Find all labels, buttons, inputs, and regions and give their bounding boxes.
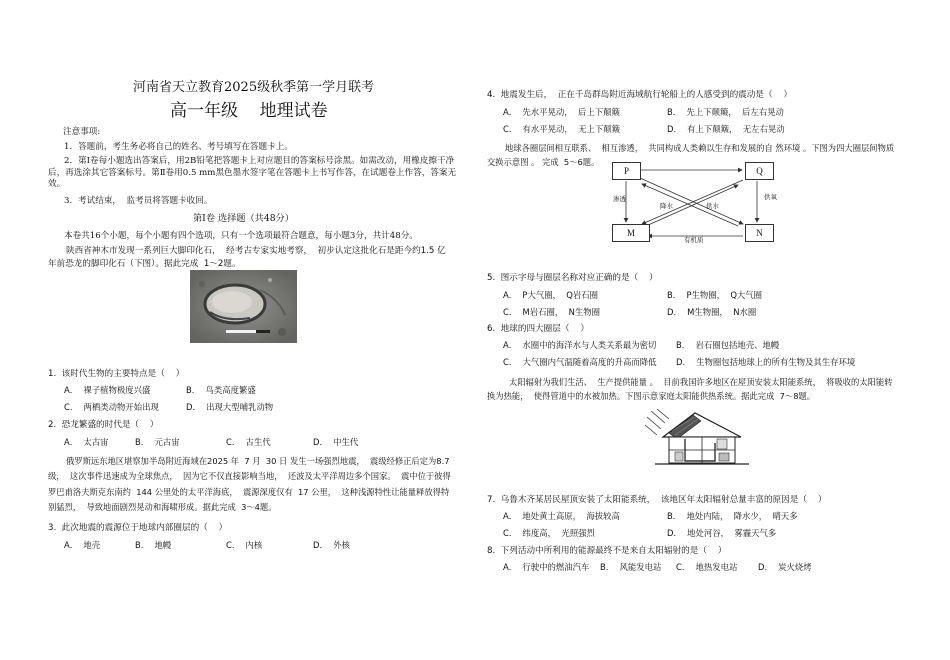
label-seepage: 渗透 <box>613 195 626 203</box>
q1-option-d[interactable]: D． 出现大型哺乳动物 <box>186 402 274 412</box>
q8-option-c[interactable]: C． 地热发电站 <box>676 562 738 572</box>
q6-option-c[interactable]: C． 大气圈内气温随着高度的升高而降低 <box>503 357 657 367</box>
node-q: Q <box>745 162 774 180</box>
passage-3: 地球各圈层间相互联系、 相互渗透， 共同构成人类赖以生存和发展的自 然环境 。下图为四大圈层间物质交换示意图 。 完成 5～6题。 <box>487 143 895 167</box>
q8-stem: 8. 下列活动中所利用的能源最终不是来自太阳辐射的是（ ） <box>487 546 727 556</box>
q2-option-a[interactable]: A． 太古宙 <box>64 437 109 447</box>
q5-stem: 5. 图示字母与圈层名称对应正确的是（ ） <box>487 273 658 283</box>
q1-option-a[interactable]: A． 裸子植物极度兴盛 <box>64 385 151 395</box>
notice-heading: 注意事项: <box>63 127 101 137</box>
sphere-exchange-diagram <box>612 160 796 247</box>
notice-item-3: 3．考试结束， 监考员将答题卡收回。 <box>64 196 213 206</box>
q4-stem: 4. 地震发生后， 正在千岛群岛附近海域航行轮船上的人感受到的震动是（ ） <box>487 90 793 100</box>
q4-option-b[interactable]: B． 先上下颠簸， 后左右晃动 <box>667 107 784 117</box>
q4-option-a[interactable]: A． 先水平晃动， 后上下颠簸 <box>503 107 620 117</box>
q6-option-d[interactable]: D． 生物圈包括地球上的所有生物及其生存环境 <box>676 357 856 367</box>
q5-option-c[interactable]: C． M岩石圈， N生物圈 <box>503 307 600 317</box>
q2-option-b[interactable]: B． 元古宙 <box>135 437 180 447</box>
q2-option-d[interactable]: D． 中生代 <box>313 437 359 447</box>
q3-option-c[interactable]: C． 内核 <box>226 540 263 550</box>
footprint-fossil-image <box>190 270 297 343</box>
q8-option-a[interactable]: A． 行驶中的燃油汽车 <box>503 562 590 572</box>
q7-option-a[interactable]: A． 地处黄土高原， 海拔较高 <box>503 511 620 521</box>
q3-option-d[interactable]: D． 外核 <box>313 540 350 550</box>
q1-option-c[interactable]: C． 两栖类动物开始出现 <box>64 402 159 412</box>
label-organic: 有机质 <box>684 236 704 244</box>
passage-2: 俄罗斯远东地区堪察加半岛附近海域在2025 年 7 月 30 日 发生一场强烈地震， 震级经修正后定为8.7级， 这次事件迅速成为全球焦点， 因为它不仅直接影响当地， 还波及太平洋周边多个国家。 震中位于彼得罗巴甫洛夫斯克东南约 144 公里处的太平洋海底， 震源深度仅有 17 公里， 这种浅源特性让能量释放得特别猛烈， 导致地面剧烈晃动和海啸形成。据此完成 3～4题。 <box>48 456 451 512</box>
exam-org: 河南省天立教育2025级秋季第一学月联考 <box>133 80 375 95</box>
exam-title: 高一年级 地理试卷 <box>170 101 328 121</box>
q5-option-a[interactable]: A． P大气圈， Q岩石圈 <box>503 290 599 300</box>
passage-1: 陕西省神木市发现一系列巨大脚印化石， 经考古专家实地考察， 初步认定这批化石是距今约1.5 亿年前恐龙的脚印化石（下图）。据此完成 1～2题。 <box>48 246 446 269</box>
q4-option-c[interactable]: C． 有水平晃动， 无上下颠簸 <box>503 124 620 134</box>
node-m: M <box>612 224 650 242</box>
q5-option-b[interactable]: B． P生物圈， Q大气圈 <box>667 290 763 300</box>
q6-option-a[interactable]: A． 水圈中的海洋水与人类关系最为密切 <box>503 340 657 350</box>
label-supply: 供水 <box>706 202 719 210</box>
q3-option-a[interactable]: A． 地壳 <box>64 540 101 550</box>
q8-option-b[interactable]: B． 风能发电站 <box>600 562 662 572</box>
q4-option-d[interactable]: D． 有上下颠簸， 无左右晃动 <box>667 124 785 134</box>
notice-item-2: 2．第Ⅰ卷每小题选出答案后，用2B铅笔把答题卡上对应题目的答案标号涂黑。如需改动，用橡皮擦干净后，再选涂其它答案标号。第Ⅱ卷用0.5 mm黑色墨水签字笔在答题卡上书写作答，在试题卷上作答，答案无效。 <box>48 156 457 189</box>
q2-option-c[interactable]: C． 古生代 <box>226 437 271 447</box>
section1-intro: 本卷共16个小题，每个小题有四个选项，只有一个选项最符合题意，每小题3分，共计48分。 <box>64 231 418 241</box>
q7-option-c[interactable]: C． 纬度高， 光照强烈 <box>503 528 595 538</box>
solar-house-image <box>645 409 751 467</box>
q8-option-d[interactable]: D． 炭火烧烤 <box>758 562 812 572</box>
q7-option-b[interactable]: B． 地处内陆， 降水少， 晴天多 <box>667 511 798 521</box>
q7-option-d[interactable]: D． 地处河谷， 雾霾天气多 <box>667 528 777 538</box>
label-oxygen: 供氧 <box>764 193 777 201</box>
notice-item-1: 1．答题前，考生务必将自己的姓名、考号填写在答题卡上。 <box>64 142 293 152</box>
q3-stem: 3. 此次地震的震源位于地球内部圈层的（ ） <box>48 523 228 533</box>
q1-option-b[interactable]: B． 鸟类高度繁盛 <box>186 385 256 395</box>
q2-stem: 2. 恐龙繁盛的时代是（ ） <box>48 420 159 430</box>
passage-4: 太阳辐射为我们生活、 生产提供能量 。 目前我国许多地区在屋顶安装太阳能系统， 将吸收的太阳能转换为热能， 使得管道中的水被加热。下图示意家庭太阳能供热系统。据此完成 7～8题。 <box>487 377 893 401</box>
q5-option-d[interactable]: D． M生物圈， N水圈 <box>667 307 757 317</box>
q1-stem: 1. 该时代生物的主要特点是（ ） <box>48 369 185 379</box>
section1-title: 第Ⅰ卷 选择题（共48分） <box>193 213 294 224</box>
node-p: P <box>612 162 641 180</box>
label-precip: 降水 <box>660 202 673 210</box>
q3-option-b[interactable]: B． 地幔 <box>135 540 172 550</box>
q7-stem: 7. 乌鲁木齐某居民屋顶安装了太阳能系统， 该地区年太阳辐射总量丰富的原因是（ ） <box>487 495 827 505</box>
node-n: N <box>745 224 774 242</box>
q6-option-b[interactable]: B． 岩石圈包括地壳、地幔 <box>676 340 780 350</box>
q6-stem: 6. 地球的四大圈层（ ） <box>487 324 589 334</box>
